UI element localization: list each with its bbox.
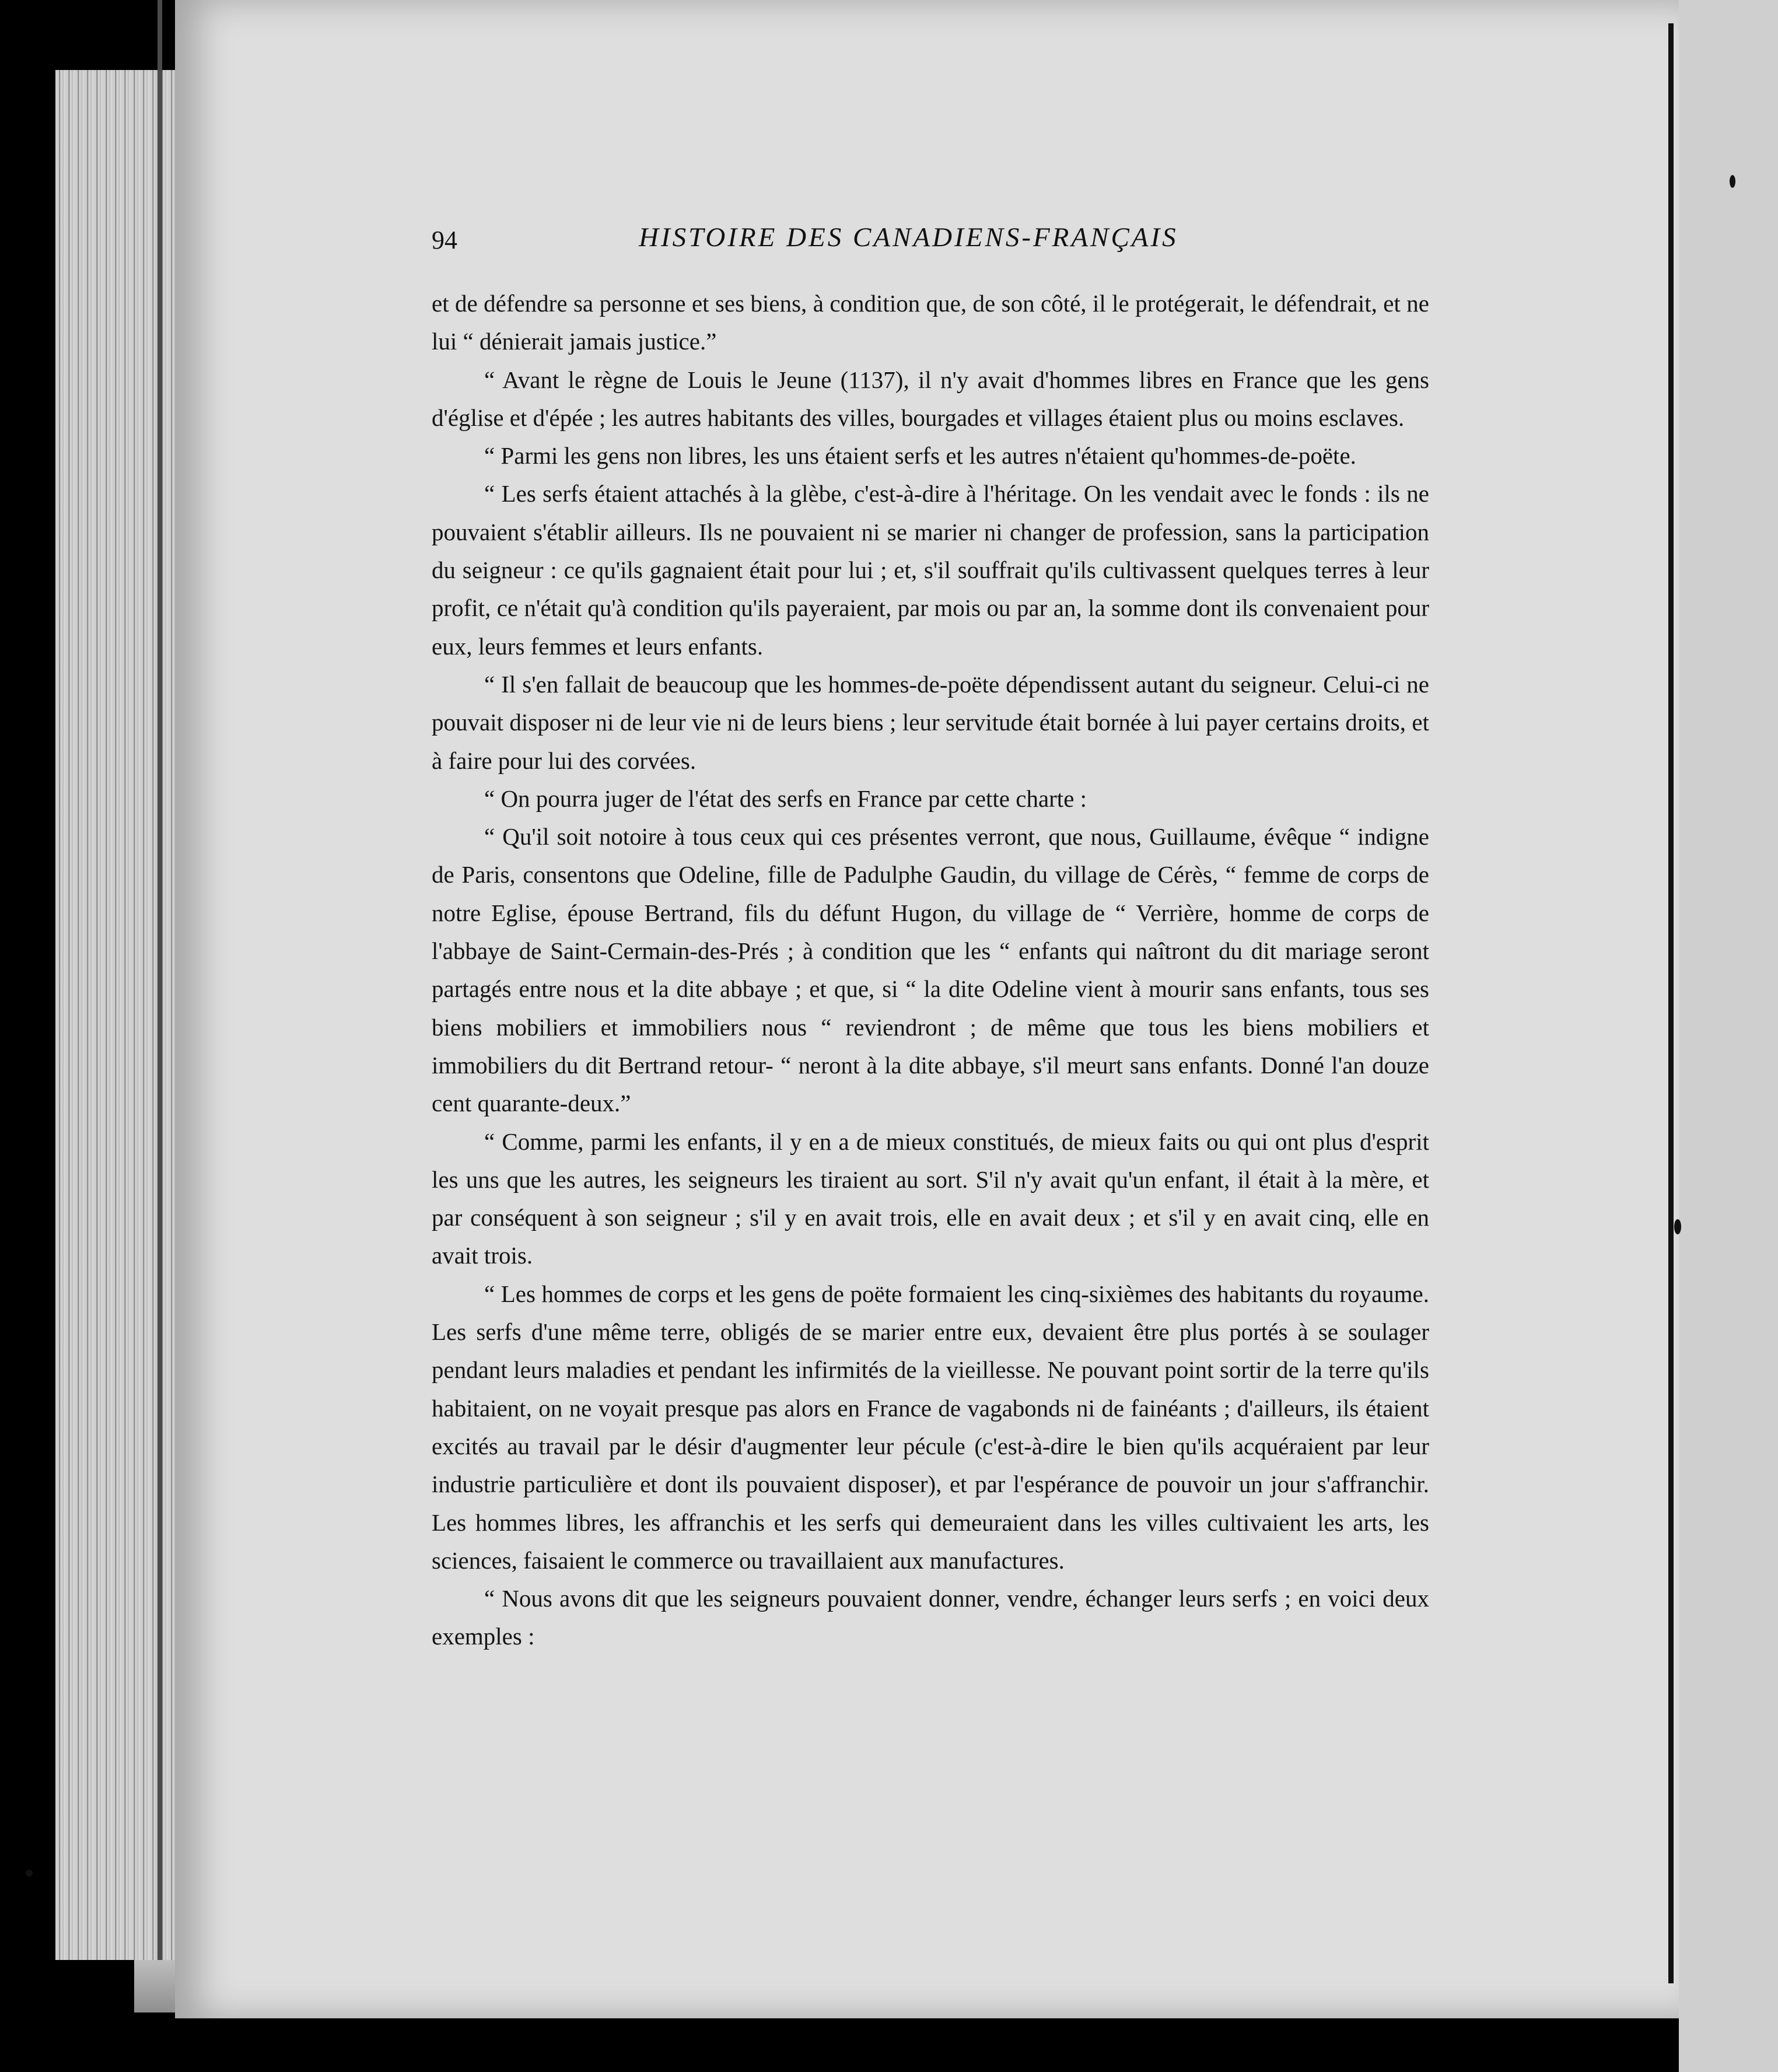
page-header: [432, 222, 1441, 268]
binding-gutter-line: [1668, 23, 1674, 1983]
paragraph: et de défendre sa personne et ses biens, à condition que, de son côté, il le protégerait, le défendrait, et ne lui “ dénierait jamais justice.”: [432, 290, 1429, 355]
ink-speck: [1730, 175, 1735, 188]
facing-page-strip: [1679, 0, 1778, 2072]
ink-speck: [26, 1870, 33, 1877]
paragraph: “ Les serfs étaient attachés à la glèbe, c'est-à-dire à l'héritage. On les vendait avec le fonds : ils ne pouvaient s'établir ailleurs. Ils ne pouvaient ni se marier ni changer de profession, sans la participation du seigneur : ce qu'ils gagnaient était pour lui ; et, s'il souffrait qu'ils cultivassent quelques terres à leur profit, ce n'était qu'à condition qu'ils payeraient, par mois ou par an, la somme dont ils convenaient pour eux, leurs femmes et leurs enfants.: [432, 480, 1429, 660]
paragraph: “ Comme, parmi les enfants, il y en a de mieux constitués, de mieux faits ou qui ont plus d'esprit les uns que les autres, les seigneurs les tiraient au sort. S'il n'y avait qu'un enfant, il était à la mère, et par conséquent à son seigneur ; s'il y en avait trois, elle en avait deux ; et s'il y en avait cinq, elle en avait trois.: [432, 1128, 1429, 1269]
paragraph: “ Avant le règne de Louis le Jeune (1137), il n'y avait d'hommes libres en France que les gens d'église et d'épée ; les autres habitants des villes, bourgades et villages étaient plus ou moins esclaves.: [432, 366, 1429, 431]
paragraph: “ Il s'en fallait de beaucoup que les hommes-de-poëte dépendissent autant du seigneur. Celui-ci ne pouvait disposer ni de leur vie ni de leurs biens ; leur servitude était bornée à lui payer certains droits, et à faire pour lui des corvées.: [432, 670, 1429, 774]
paragraph: “ Parmi les gens non libres, les uns étaient serfs et les autres n'étaient qu'hommes-de-poëte.: [484, 442, 1356, 470]
paragraph: “ Les hommes de corps et les gens de poëte formaient les cinq-sixièmes des habitants du royaume. Les serfs d'une même terre, obligés de se marier entre eux, devaient être plus portés à se soulager pendant leurs maladies et pendant les infirmités de la vieillesse. Ne pouvant point sortir de la terre qu'ils habitaient, on ne voyait presque pas alors en France de vagabonds ni de fainéants ; d'ailleurs, ils étaient excités au travail par le désir d'augmenter leur pécule (c'est-à-dire le bien qu'ils acquéraient par leur industrie particulière et dont ils pouvaient disposer), et par l'espérance de pouvoir un jour s'affranchir. Les hommes libres, les affranchis et les serfs qui demeuraient dans les villes cultivaient les arts, les sciences, faisaient le commerce ou travaillaient aux manufactures.: [432, 1280, 1429, 1574]
charter-quote: “ Qu'il soit notoire à tous ceux qui ces présentes verront, que nous, Guillaume, évêque “ indigne de Paris, consentons que Odeline, fille de Padulphe Gaudin, du village de Cérès, “ femme de corps de notre Eglise, épouse Bertrand, fils du défunt Hugon, du village de “ Verrière, homme de corps de l'abbaye de Saint-Cermain-des-Prés ; à condition que les “ enfants qui naîtront du dit mariage seront partagés entre nous et la dite abbaye ; et que, si “ la dite Odeline vient à mourir sans enfants, tous ses biens mobiliers et immobiliers nous “ reviendront ; de même que tous les biens mobiliers et immobiliers du dit Bertrand retour- “ neront à la dite abbaye, s'il meurt sans enfants. Donné l'an douze cent quarante-deux.”: [432, 823, 1429, 1117]
left-edge-shadow: [158, 0, 162, 1960]
ink-speck: [1674, 1219, 1681, 1234]
paragraph: “ On pourra juger de l'état des serfs en France par cette charte :: [484, 785, 1087, 812]
page-number: 94: [432, 226, 457, 254]
body-text: [432, 285, 1429, 1656]
running-head: HISTOIRE DES CANADIENS-FRANÇAIS: [639, 222, 1178, 253]
paragraph: “ Nous avons dit que les seigneurs pouvaient donner, vendre, échanger leurs serfs ; en voici deux exemples :: [432, 1585, 1429, 1650]
stacked-page-edges: [55, 70, 190, 1960]
